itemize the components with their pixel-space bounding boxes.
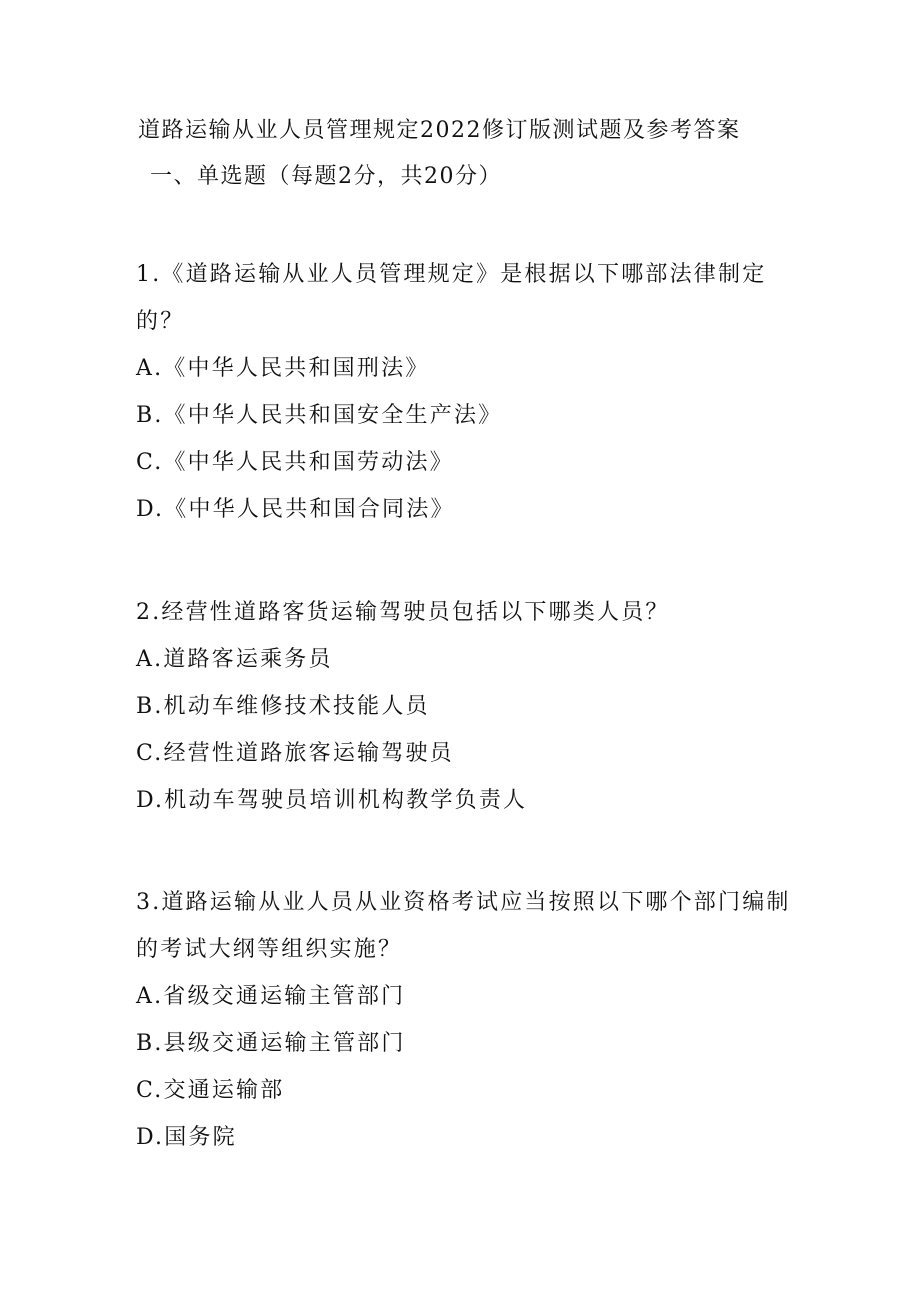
option-d: D.机动车驾驶员培训机构教学负责人 — [136, 788, 528, 813]
question-stem: 2.经营性道路客货运输驾驶员包括以下哪类人员？ — [136, 600, 670, 625]
option-b: B.机动车维修技术技能人员 — [136, 694, 430, 719]
option-b: B.县级交通运输主管部门 — [136, 1031, 406, 1056]
option-c: C.《中华人民共和国劳动法》 — [136, 450, 454, 475]
option-a: A.《中华人民共和国刑法》 — [136, 356, 430, 381]
option-b: B.《中华人民共和国安全生产法》 — [136, 403, 503, 428]
document-title: 道路运输从业人员管理规定2022修订版测试题及参考答案 — [138, 118, 741, 143]
option-c: C.交通运输部 — [136, 1078, 285, 1103]
question-3 — [136, 879, 796, 1161]
option-a: A.省级交通运输主管部门 — [136, 984, 406, 1009]
question-stem: 1.《道路运输从业人员管理规定》是根据以下哪部法律制定的？ — [136, 262, 767, 334]
option-d: D.《中华人民共和国合同法》 — [136, 497, 455, 522]
section-heading: 一、单选题（每题2分，共20分） — [150, 164, 502, 189]
question-2 — [136, 589, 796, 824]
question-1 — [136, 251, 796, 533]
option-c: C.经营性道路旅客运输驾驶员 — [136, 741, 454, 766]
question-stem: 3.道路运输从业人员从业资格考试应当按照以下哪个部门编制的考试大纲等组织实施？ — [136, 890, 791, 962]
option-d: D.国务院 — [136, 1125, 237, 1150]
option-a: A.道路客运乘务员 — [136, 647, 333, 672]
